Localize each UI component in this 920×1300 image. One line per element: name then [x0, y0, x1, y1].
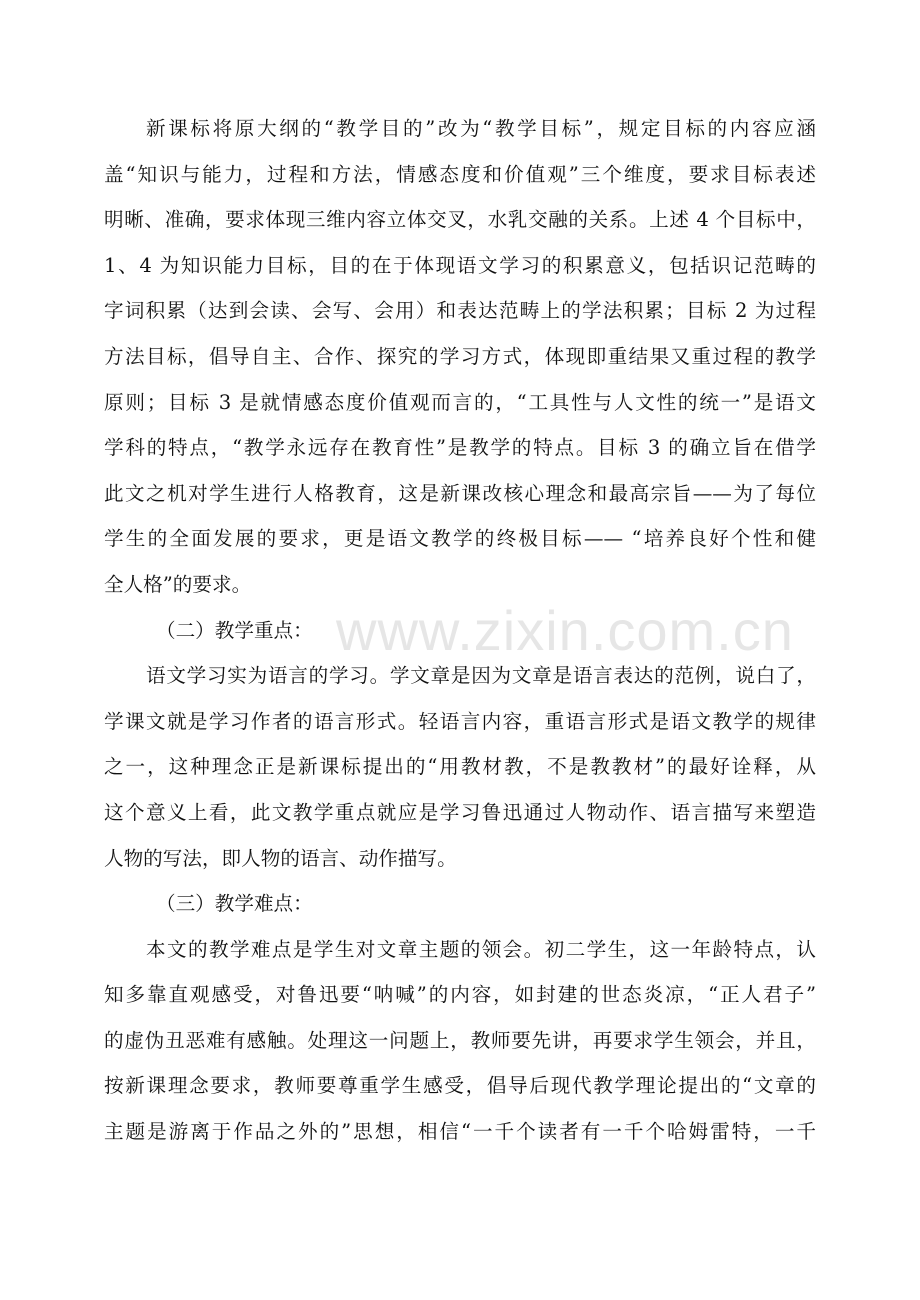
- text-line: 的虚伪丑恶难有感触。处理这一问题上，教师要先讲，再要求学生领会，并且，: [104, 1028, 816, 1052]
- text-line: 全人格”的要求。: [104, 572, 252, 596]
- text-line: 语文学习实为语言的学习。学文章是因为文章是语言表达的范例，说白了，: [146, 664, 816, 688]
- text-line: 明晰、准确，要求体现三维内容立体交叉，水乳交融的关系。上述 4 个目标中，: [104, 208, 816, 232]
- text-line: 此文之机对学生进行人格教育，这是新课改核心理念和最高宗旨——为了每位: [104, 481, 816, 505]
- paragraph-teaching-goals: [104, 106, 816, 608]
- text-line: 学生的全面发展的要求，更是语文教学的终极目标—— “培养良好个性和健: [104, 527, 816, 551]
- text-line: 这个意义上看，此文教学重点就应是学习鲁迅通过人物动作、语言描写来塑造: [104, 800, 816, 824]
- text-line: 原则；目标 3 是就情感态度价值观而言的，“工具性与人文性的统一”是语文: [104, 390, 816, 414]
- section-heading-teaching-difficulty: （三）教学难点：: [156, 892, 313, 916]
- paragraph-teaching-difficulty: [104, 927, 816, 1155]
- text-line: 1、4 为知识能力目标，目的在于体现语文学习的积累意义，包括识记范畴的: [104, 253, 816, 277]
- text-line: 盖“知识与能力，过程和方法，情感态度和价值观”三个维度，要求目标表述: [104, 162, 816, 186]
- text-line: 之一，这种理念正是新课标提出的“用教材教，不是教教材”的最好诠释，从: [104, 755, 816, 779]
- paragraph-teaching-focus: [104, 653, 816, 881]
- text-line: 按新课理念要求，教师要尊重学生感受，倡导后现代教学理论提出的“文章的: [104, 1074, 816, 1098]
- text-line: 学科的特点，“教学永远存在教育性”是教学的特点。目标 3 的确立旨在借学: [104, 436, 816, 460]
- text-line: 人物的写法，即人物的语言、动作描写。: [104, 846, 457, 870]
- text-line: 字词积累（达到会读、会写、会用）和表达范畴上的学法积累；目标 2 为过程: [104, 299, 816, 323]
- text-line: 新课标将原大纲的“教学目的”改为“教学目标”，规定目标的内容应涵: [146, 117, 816, 140]
- text-line: 主题是游离于作品之外的”思想，相信“一千个读者有一千个哈姆雷特，一千: [104, 1120, 816, 1144]
- text-line: 本文的教学难点是学生对文章主题的领会。初二学生，这一年龄特点，认: [146, 937, 816, 961]
- section-heading-teaching-focus: （二）教学重点：: [156, 618, 313, 642]
- watermark: www.zixin.com.cn: [336, 599, 794, 662]
- text-line: 学课文就是学习作者的语言形式。轻语言内容，重语言形式是语文教学的规律: [104, 709, 816, 733]
- text-line: 方法目标，倡导自主、合作、探究的学习方式，体现即重结果又重过程的教学: [104, 344, 816, 368]
- document-body: [104, 106, 816, 1155]
- text-line: 知多靠直观感受，对鲁迅要“呐喊”的内容，如封建的世态炎凉，“正人君子”: [104, 983, 816, 1007]
